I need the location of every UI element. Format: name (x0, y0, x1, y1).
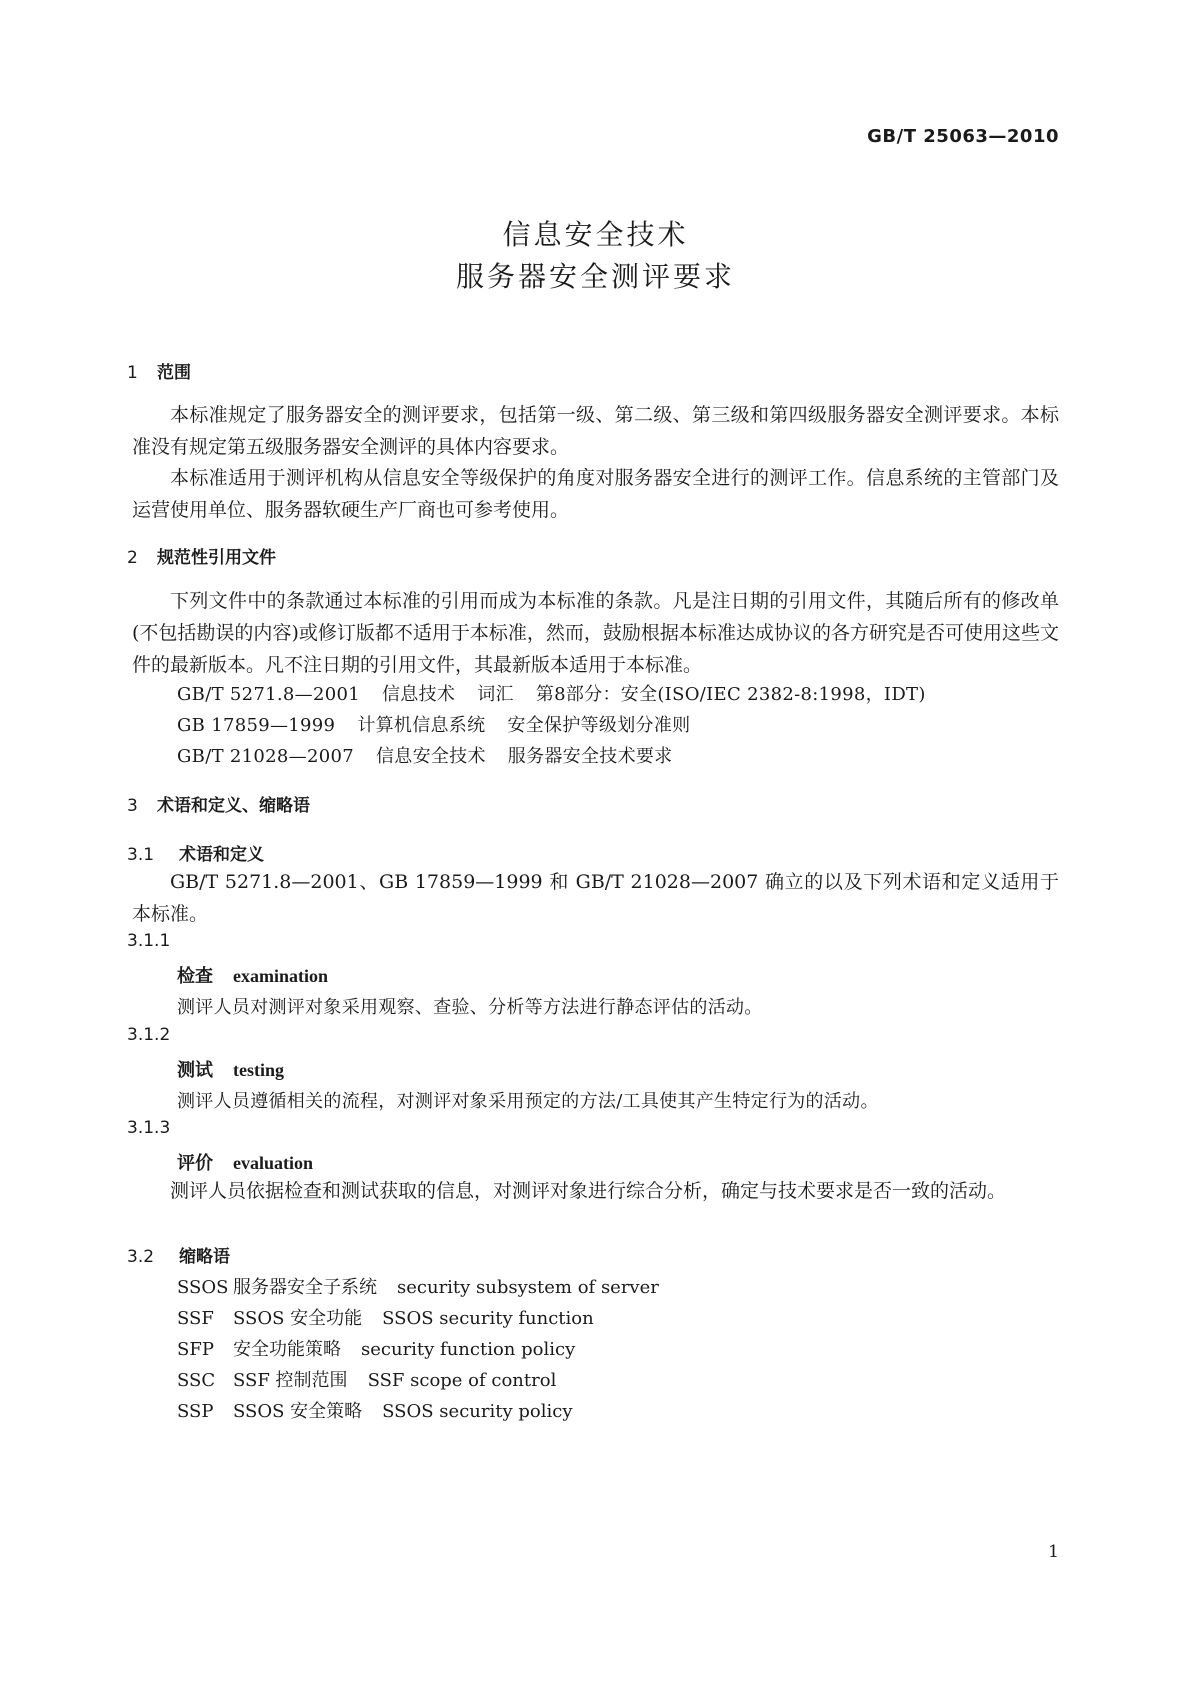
term-title: 检查 examination (177, 966, 329, 987)
term-definition: 测评人员依据检查和测试获取的信息，对测评对象进行综合分析，确定与技术要求是否一致的活动。 (170, 1180, 1007, 1202)
title-line-1: 信息安全技术 (502, 218, 689, 251)
abbreviation-row: SSP SSOS 安全策略 SSOS security policy (177, 1401, 573, 1422)
section-1-paragraph-2: 本标准适用于测评机构从信息安全等级保护的角度对服务器安全进行的测评工作。信息系统的主管部门及运营使用单位、服务器软硬生产厂商也可参考使用。 (132, 467, 1059, 521)
section-1-paragraph-1: 本标准规定了服务器安全的测评要求，包括第一级、第二级、第三级和第四级服务器安全测评要求。本标准没有规定第五级服务器安全测评的具体内容要求。 (132, 404, 1059, 458)
reference-item: GB/T 21028—2007 信息安全技术 服务器安全技术要求 (177, 746, 673, 767)
section-3-heading: 3 术语和定义、缩略语 (127, 796, 310, 816)
abbreviation-row: SFP 安全功能策略 security function policy (177, 1339, 576, 1360)
section-1-heading: 1 范围 (127, 363, 191, 383)
section-3-2-heading: 3.2 缩略语 (127, 1247, 230, 1267)
reference-item: GB 17859—1999 计算机信息系统 安全保护等级划分准则 (177, 715, 691, 736)
reference-item: GB/T 5271.8—2001 信息技术 词汇 第8部分：安全(ISO/IEC 2382-8:1998，IDT) (177, 684, 926, 705)
term-number: 3.1.2 (127, 1025, 171, 1045)
page-number: 1 (1048, 1542, 1059, 1562)
section-2-paragraph-1: 下列文件中的条款通过本标准的引用而成为本标准的条款。凡是注日期的引用文件，其随后所有的修改单(不包括勘误的内容)或修订版都不适用于本标准，然而，鼓励根据本标准达成协议的各方研究是否可使用这些文件的最新版本。凡不注日期的引用文件，其最新版本适用于本标准。 (132, 590, 1059, 676)
abbreviation-row: SSF SSOS 安全功能 SSOS security function (177, 1308, 594, 1329)
term-number: 3.1.3 (127, 1118, 171, 1138)
term-title: 测试 testing (177, 1060, 284, 1081)
term-title: 评价 evaluation (177, 1153, 314, 1174)
term-definition: 测评人员对测评对象采用观察、查验、分析等方法进行静态评估的活动。 (177, 997, 763, 1018)
standard-number: GB/T 25063—2010 (867, 126, 1059, 147)
abbreviation-row: SSOS 服务器安全子系统 security subsystem of server (177, 1277, 659, 1298)
section-2-heading: 2 规范性引用文件 (127, 548, 276, 568)
abbreviation-row: SSC SSF 控制范围 SSF scope of control (177, 1370, 557, 1391)
term-definition: 测评人员遵循相关的流程，对测评对象采用预定的方法/工具使其产生特定行为的活动。 (177, 1091, 879, 1112)
section-3-1-paragraph: GB/T 5271.8—2001、GB 17859—1999 和 GB/T 21028—2007 确立的以及下列术语和定义适用于本标准。 (132, 871, 1059, 925)
term-number: 3.1.1 (127, 931, 171, 951)
title-line-2: 服务器安全测评要求 (455, 260, 735, 293)
section-3-1-heading: 3.1 术语和定义 (127, 845, 264, 865)
